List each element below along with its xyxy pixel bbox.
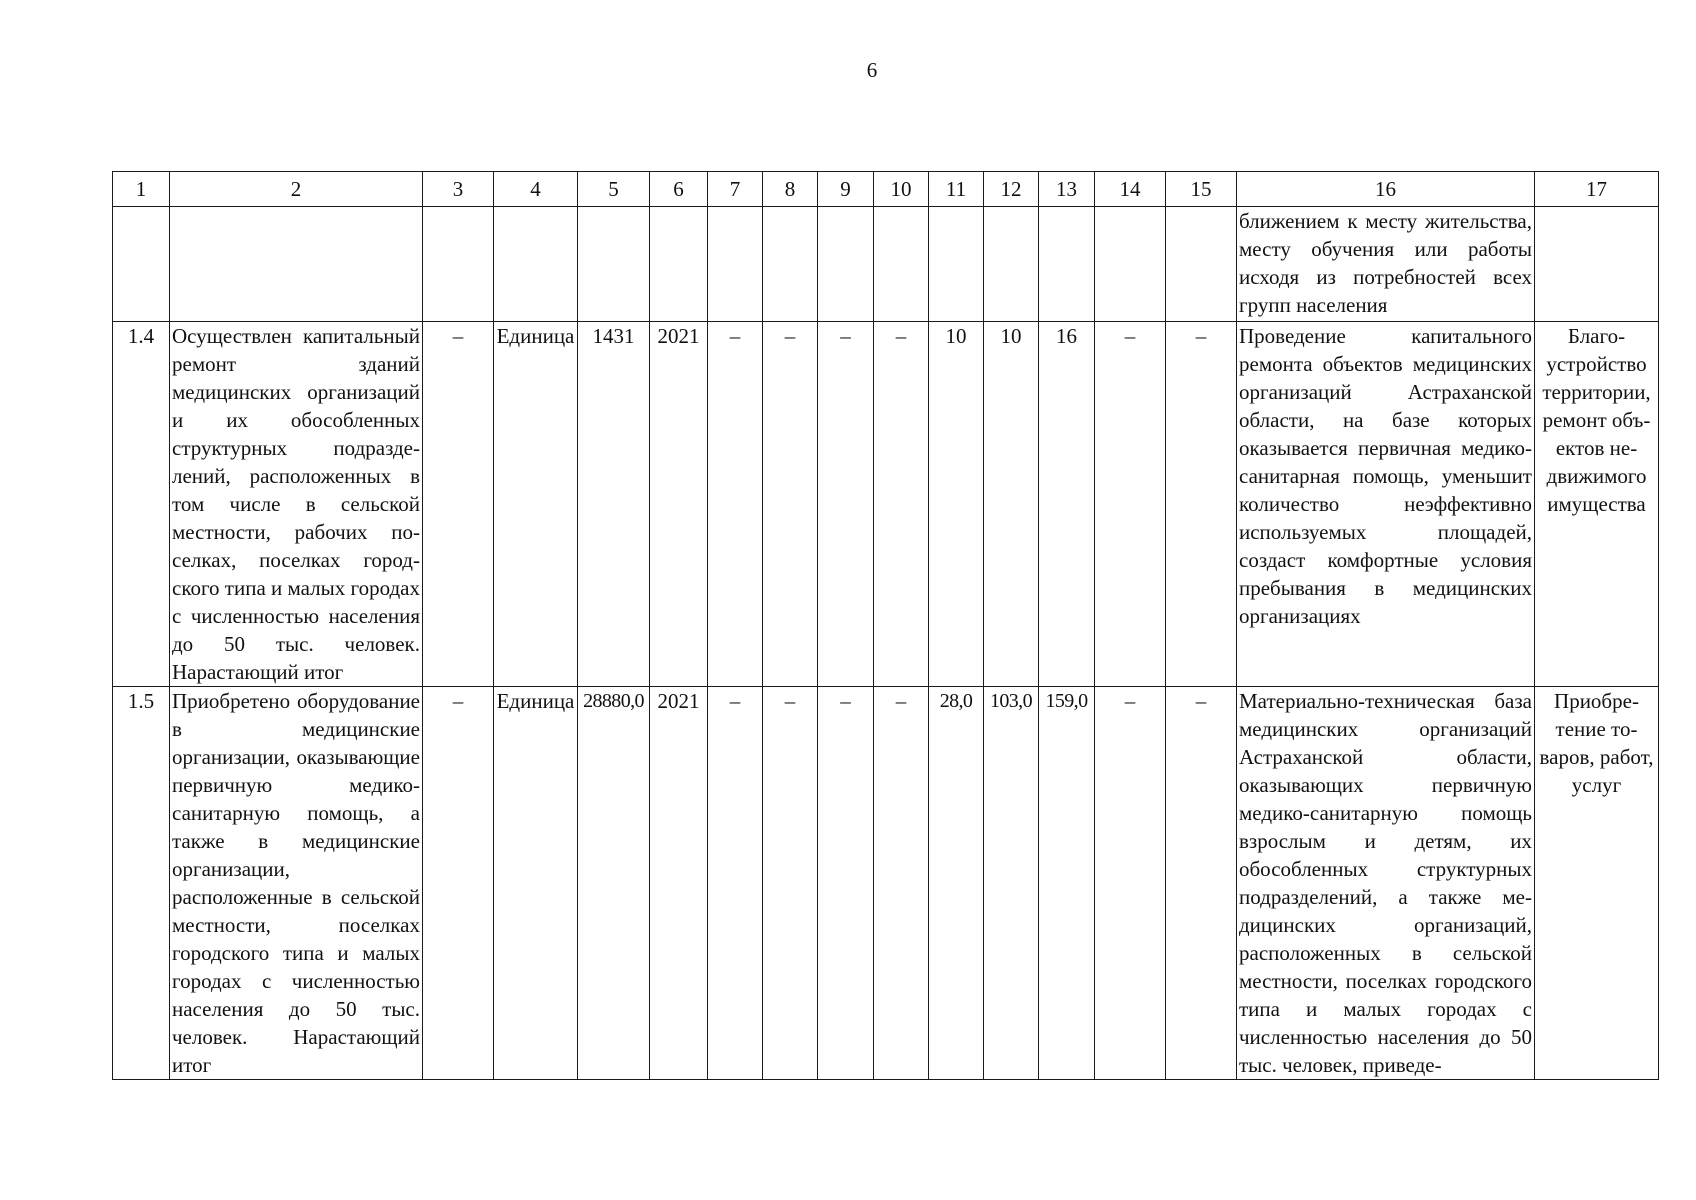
column-header: 1 — [113, 172, 170, 207]
table-cell — [763, 207, 818, 322]
table-cell: – — [818, 687, 874, 1080]
column-header: 5 — [578, 172, 650, 207]
category-cell: Благоустройство территории, ремонт объектов недвижимого имущества — [1535, 322, 1659, 687]
category-cell: Приобретение товаров, работ, услуг — [1535, 687, 1659, 1080]
table-cell: – — [763, 687, 818, 1080]
table-row-1-5 — [113, 687, 1659, 1080]
column-header: 11 — [929, 172, 984, 207]
table-row-continuation — [113, 207, 1659, 322]
indicator-cell: Приобретено оборудование в медицинские организации, оказывающие первичную медико-санитарную помощь, а также в медицинские организации, расположенные в сельской местности, поселках городского типа и малых городах с численностью населения до 50 тыс. человек. Нарастающий итог — [170, 687, 423, 1080]
table-cell: – — [874, 687, 929, 1080]
table-cell — [708, 207, 763, 322]
table-cell — [578, 207, 650, 322]
unit-cell: Единица — [494, 687, 578, 1080]
indicator-cell — [170, 207, 423, 322]
column-header: 3 — [423, 172, 494, 207]
column-header: 14 — [1095, 172, 1166, 207]
column-header: 10 — [874, 172, 929, 207]
table-cell — [874, 207, 929, 322]
table-cell: – — [1166, 687, 1237, 1080]
description-cell: Проведение капитального ремонта объектов медицинских организаций Астраханской области, на базе которых оказывается первичная медико-санитарная помощь, уменьшит количество неэффективно используемых площадей, создаст комфортные условия пребывания в медицинских организациях — [1237, 322, 1535, 687]
table-cell — [929, 207, 984, 322]
table-cell — [650, 207, 708, 322]
column-header: 17 — [1535, 172, 1659, 207]
table-cell — [423, 207, 494, 322]
table-cell: – — [818, 322, 874, 687]
table-cell: – — [423, 687, 494, 1080]
category-cell — [1535, 207, 1659, 322]
column-header: 9 — [818, 172, 874, 207]
unit-cell: Единица — [494, 322, 578, 687]
indicator-cell: Осуществлен капитальный ремонт зданий медицинских организаций и их обособленных структурных подразделений, расположенных в том числе в сельской местности, рабочих поселках, поселках городского типа и малых городах с численностью населения до 50 тыс. человек. Нарастающий итог — [170, 322, 423, 687]
table-row-1-4 — [113, 322, 1659, 687]
row-number-cell — [113, 207, 170, 322]
value-cell: 28,0 — [929, 687, 984, 1080]
table-cell — [818, 207, 874, 322]
table-cell: – — [708, 687, 763, 1080]
table-cell: – — [708, 322, 763, 687]
column-header: 12 — [984, 172, 1039, 207]
description-cell: Материально-техническая база медицинских организаций Астраханской области, оказывающих первичную медико-санитарную помощь взрослым и детям, их обособленных структурных подразделений, а также медицинских организаций, расположенных в сельской местности, поселках городского типа и малых городах с численностью населения до 50 тыс. человек, приведе- — [1237, 687, 1535, 1080]
value-cell: 159,0 — [1039, 687, 1095, 1080]
table-cell: – — [1166, 322, 1237, 687]
base-value-cell: 28880,0 — [578, 687, 650, 1080]
page-number: 6 — [866, 58, 878, 82]
table-cell: – — [763, 322, 818, 687]
table-cell: – — [423, 322, 494, 687]
column-header: 16 — [1237, 172, 1535, 207]
table-cell: – — [874, 322, 929, 687]
row-number-cell: 1.4 — [113, 322, 170, 687]
row-number-cell: 1.5 — [113, 687, 170, 1080]
value-cell: 10 — [929, 322, 984, 687]
table-cell — [1166, 207, 1237, 322]
value-cell: 10 — [984, 322, 1039, 687]
column-header: 6 — [650, 172, 708, 207]
column-header: 4 — [494, 172, 578, 207]
table-cell — [984, 207, 1039, 322]
column-header: 2 — [170, 172, 423, 207]
table-cell — [1039, 207, 1095, 322]
column-header: 7 — [708, 172, 763, 207]
column-header: 13 — [1039, 172, 1095, 207]
header-row — [113, 172, 1659, 207]
base-value-cell: 1431 — [578, 322, 650, 687]
column-header: 15 — [1166, 172, 1237, 207]
base-year-cell: 2021 — [650, 687, 708, 1080]
column-header: 8 — [763, 172, 818, 207]
base-year-cell: 2021 — [650, 322, 708, 687]
table-cell — [1095, 207, 1166, 322]
value-cell: 16 — [1039, 322, 1095, 687]
data-table — [112, 171, 1659, 1080]
value-cell: 103,0 — [984, 687, 1039, 1080]
table-cell: – — [1095, 322, 1166, 687]
unit-cell — [494, 207, 578, 322]
description-cell: ближением к месту жительства, месту обучения или работы исходя из потребностей всех групп населения — [1237, 207, 1535, 322]
table-cell: – — [1095, 687, 1166, 1080]
